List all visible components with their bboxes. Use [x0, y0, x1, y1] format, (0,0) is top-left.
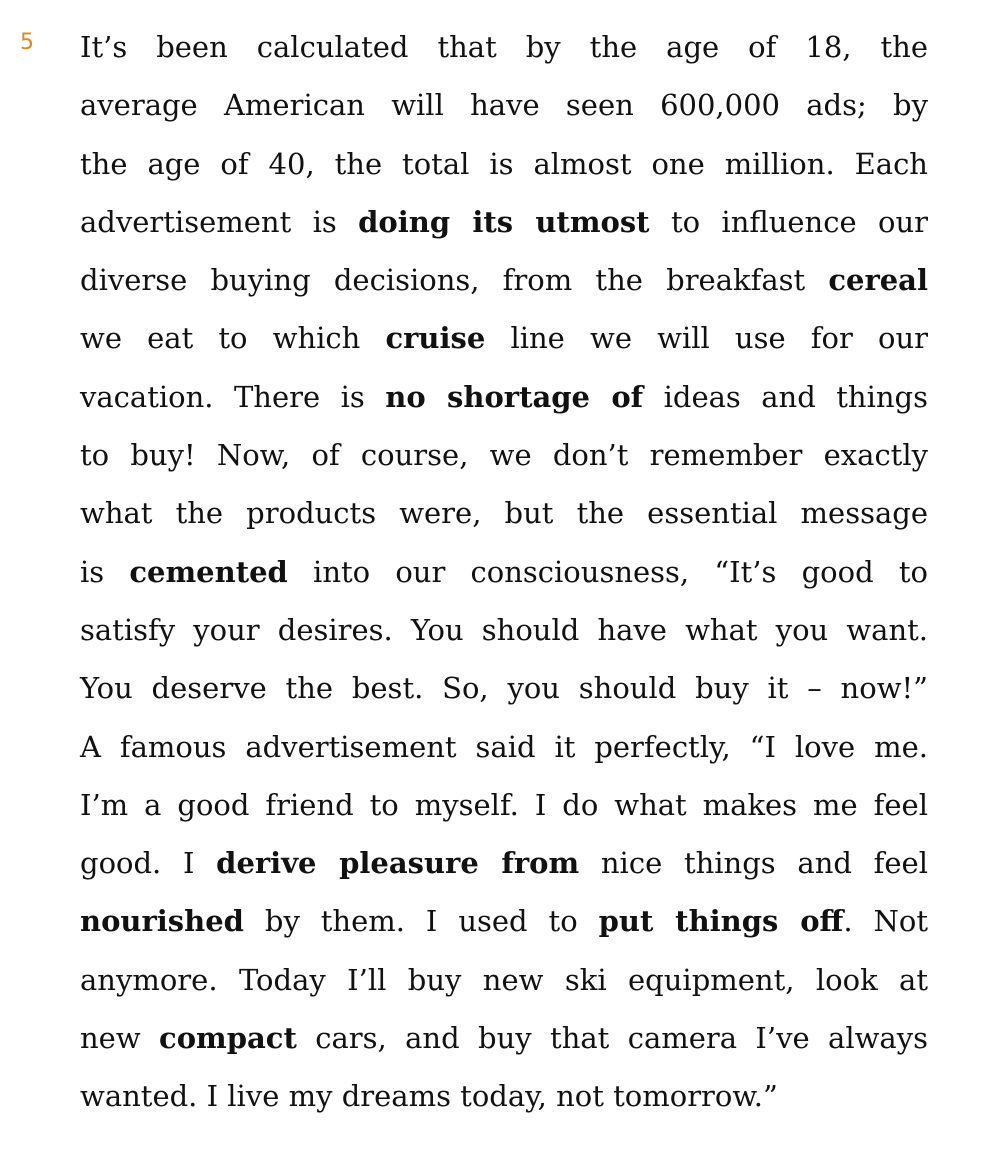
bold-phrase: put things off — [598, 904, 844, 939]
text-segment: wanted. I live my dreams today, not tomorrow.” — [80, 1079, 778, 1114]
text-line — [80, 547, 928, 605]
text-line — [80, 663, 928, 721]
text-segment: we eat to which — [80, 321, 386, 356]
text-line — [80, 80, 928, 138]
text-line — [80, 722, 928, 780]
bold-phrase: doing its utmost — [358, 204, 650, 239]
text-line — [80, 605, 928, 663]
text-segment: You deserve the best. So, you should buy it – now!” — [80, 671, 928, 706]
bold-phrase: no shortage of — [385, 379, 644, 414]
text-segment: what the products were, but the essential message — [80, 496, 928, 531]
text-line — [80, 955, 928, 1013]
text-segment: good. I — [80, 846, 217, 881]
text-segment: to buy! Now, of course, we don’t remember exactly — [80, 438, 928, 473]
text-line — [80, 488, 928, 546]
text-line — [80, 22, 928, 80]
text-segment: new — [80, 1021, 160, 1056]
text-line — [80, 430, 928, 488]
bold-phrase: cemented — [129, 554, 288, 589]
text-line — [80, 896, 928, 954]
text-segment: nice things and feel — [579, 846, 928, 881]
text-segment: It’s been calculated that by the age of 18, the — [80, 30, 928, 64]
bold-phrase: nourished — [80, 904, 244, 939]
line-number: 5 — [20, 30, 34, 55]
text-segment: satisfy your desires. You should have what you want. — [80, 612, 928, 647]
text-segment: vacation. There is — [80, 379, 386, 414]
text-segment: line we will use for our — [485, 321, 928, 356]
text-line — [80, 780, 928, 838]
text-segment: into our consciousness, “It’s good to — [287, 554, 928, 589]
text-segment: ideas and things — [643, 379, 928, 414]
text-segment: average American will have seen 600,000 ads; by — [80, 88, 928, 123]
text-line — [80, 372, 928, 430]
text-line — [80, 255, 928, 313]
text-segment: . Not — [843, 904, 928, 939]
text-segment: is — [80, 554, 130, 589]
text-segment: anymore. Today I’ll buy new ski equipment, look at — [80, 962, 928, 997]
paragraph — [80, 22, 928, 1130]
text-segment: advertisement is — [80, 204, 359, 239]
text-segment: the age of 40, the total is almost one million. Each — [80, 146, 928, 181]
bold-phrase: compact — [159, 1021, 297, 1056]
text-segment: to influence our — [649, 204, 928, 239]
bold-phrase: cruise — [385, 321, 486, 356]
bold-phrase: derive pleasure from — [216, 846, 580, 881]
text-line — [80, 1013, 928, 1071]
text-segment: diverse buying decisions, from the breakfast — [80, 263, 829, 298]
text-segment: A famous advertisement said it perfectly, “I love me. — [80, 729, 928, 764]
text-segment: I’m a good friend to myself. I do what makes me feel — [80, 787, 928, 822]
text-line — [80, 139, 928, 197]
text-segment: by them. I used to — [243, 904, 599, 939]
text-line — [80, 1071, 928, 1129]
bold-phrase: cereal — [828, 263, 928, 298]
text-line — [80, 313, 928, 371]
text-line — [80, 197, 928, 255]
text-segment: cars, and buy that camera I’ve always — [296, 1021, 928, 1056]
text-line — [80, 838, 928, 896]
